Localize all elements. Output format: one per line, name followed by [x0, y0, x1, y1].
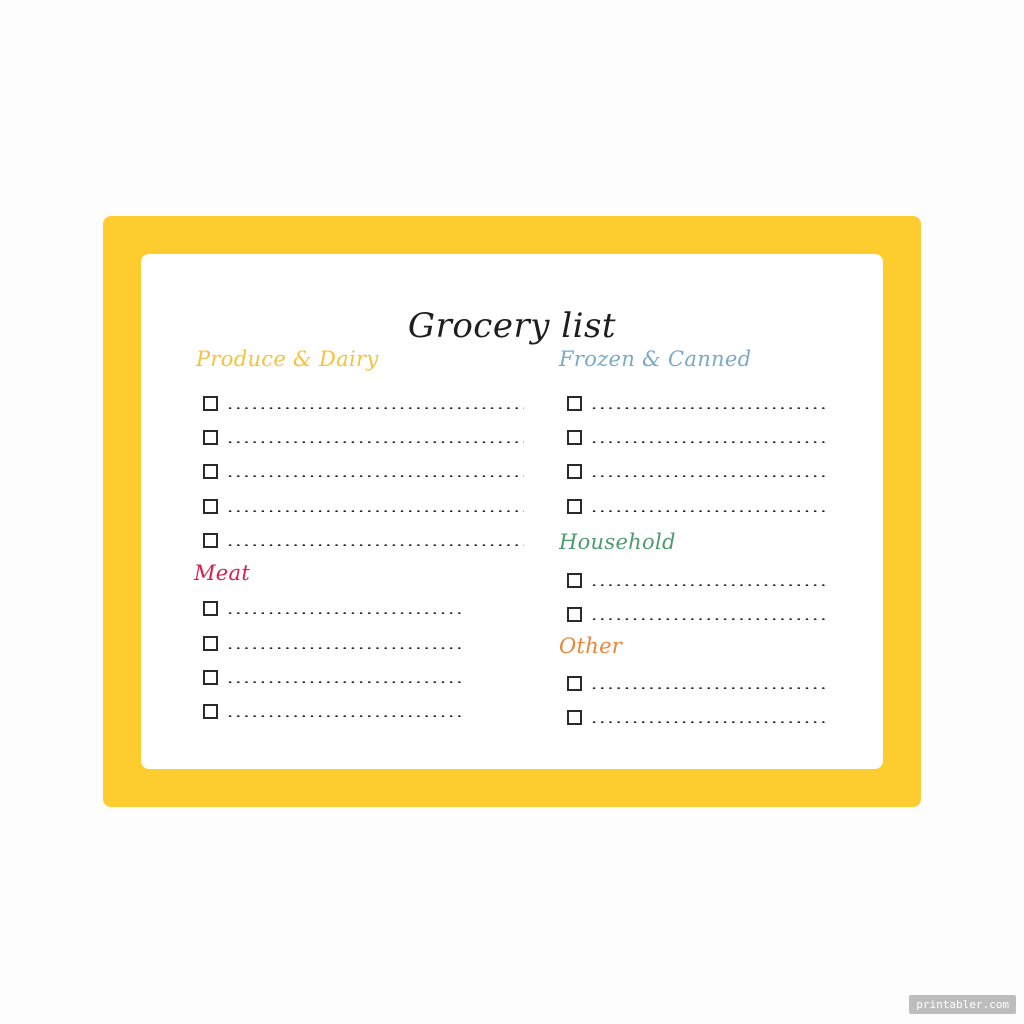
section-title-household: Household: [559, 530, 676, 554]
list-item: [203, 700, 464, 722]
yellow-frame: [103, 216, 921, 807]
list-item: [567, 460, 828, 482]
empty-checkbox-icon[interactable]: [203, 499, 218, 514]
list-item: [567, 495, 828, 517]
empty-checkbox-icon[interactable]: [567, 573, 582, 588]
dotted-line[interactable]: [590, 721, 828, 723]
empty-checkbox-icon[interactable]: [567, 499, 582, 514]
empty-checkbox-icon[interactable]: [203, 704, 218, 719]
empty-checkbox-icon[interactable]: [203, 464, 218, 479]
list-item: [203, 460, 524, 482]
empty-checkbox-icon[interactable]: [203, 533, 218, 548]
section-title-produce-dairy: Produce & Dairy: [196, 347, 379, 371]
grocery-card: [141, 254, 883, 769]
dotted-line[interactable]: [226, 407, 524, 409]
empty-checkbox-icon[interactable]: [203, 670, 218, 685]
list-item: [203, 666, 464, 688]
empty-checkbox-icon[interactable]: [567, 607, 582, 622]
dotted-line[interactable]: [590, 475, 828, 477]
empty-checkbox-icon[interactable]: [567, 430, 582, 445]
dotted-line[interactable]: [590, 407, 828, 409]
empty-checkbox-icon[interactable]: [203, 636, 218, 651]
list-item: [203, 529, 524, 551]
list-item: [567, 569, 828, 591]
dotted-line[interactable]: [226, 612, 464, 614]
dotted-line[interactable]: [226, 475, 524, 477]
list-item: [203, 426, 524, 448]
list-item: [567, 392, 828, 414]
dotted-line[interactable]: [226, 510, 524, 512]
empty-checkbox-icon[interactable]: [203, 601, 218, 616]
dotted-line[interactable]: [590, 687, 828, 689]
section-title-other: Other: [559, 634, 623, 658]
dotted-line[interactable]: [226, 681, 464, 683]
page-title: Grocery list: [407, 306, 617, 346]
empty-checkbox-icon[interactable]: [567, 676, 582, 691]
empty-checkbox-icon[interactable]: [567, 464, 582, 479]
empty-checkbox-icon[interactable]: [567, 710, 582, 725]
dotted-line[interactable]: [226, 544, 524, 546]
dotted-line[interactable]: [226, 441, 524, 443]
empty-checkbox-icon[interactable]: [203, 396, 218, 411]
dotted-line[interactable]: [590, 584, 828, 586]
list-item: [203, 597, 464, 619]
watermark-badge: printabler.com: [909, 995, 1016, 1014]
dotted-line[interactable]: [226, 715, 464, 717]
section-title-frozen-canned: Frozen & Canned: [559, 347, 752, 371]
list-item: [567, 426, 828, 448]
list-item: [567, 706, 828, 728]
empty-checkbox-icon[interactable]: [203, 430, 218, 445]
dotted-line[interactable]: [226, 647, 464, 649]
list-item: [203, 632, 464, 654]
section-title-meat: Meat: [194, 561, 251, 585]
dotted-line[interactable]: [590, 441, 828, 443]
list-item: [203, 495, 524, 517]
list-item: [203, 392, 524, 414]
dotted-line[interactable]: [590, 510, 828, 512]
dotted-line[interactable]: [590, 618, 828, 620]
empty-checkbox-icon[interactable]: [567, 396, 582, 411]
list-item: [567, 603, 828, 625]
list-item: [567, 672, 828, 694]
